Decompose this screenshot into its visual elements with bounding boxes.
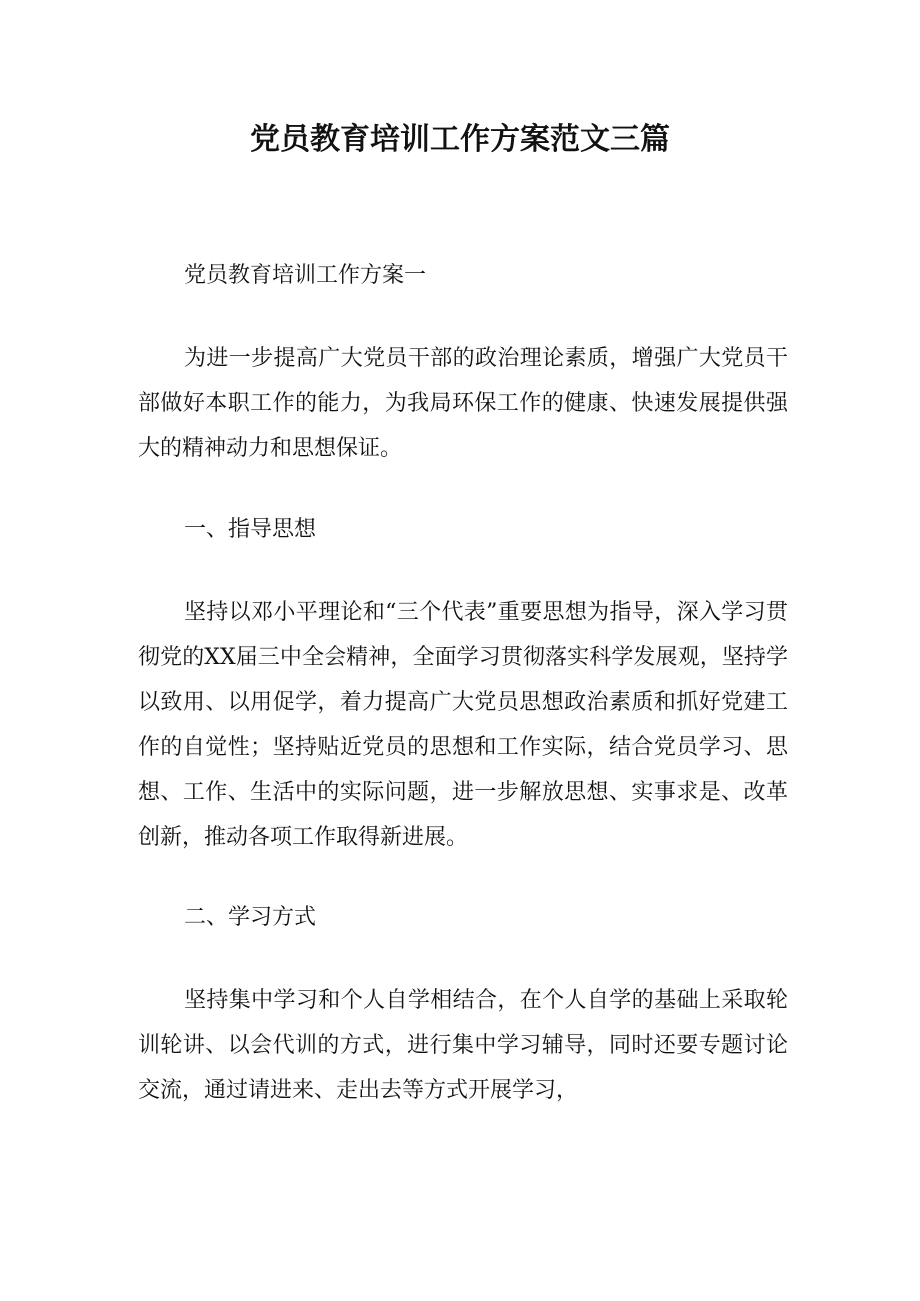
guiding-ideology-paragraph: 坚持以邓小平理论和“三个代表”重要思想为指导，深入学习贯彻党的XX届三中全会精神，全面学习贯彻落实科学发展观，坚持学以致用、以用促学，着力提高广大党员思想政治素质和抓好党建工作的自觉性；坚持贴近党员的思想和工作实际，结合党员学习、思想、工作、生活中的实际问题，进一步解放思想、实事求是、改革创新，推动各项工作取得新进展。 [138,600,788,850]
document-title: 党员教育培训工作方案范文三篇 [250,122,670,157]
heading-guiding-ideology: 一、指导思想 [184,517,317,542]
learning-method-paragraph: 坚持集中学习和个人自学相结合，在个人自学的基础上采取轮训轮讲、以会代训的方式，进行集中学习辅导，同时还要专题讨论交流，通过请进来、走出去等方式开展学习， [138,988,788,1103]
heading-learning-method: 二、学习方式 [184,905,317,930]
intro-paragraph: 为进一步提高广大党员干部的政治理论素质，增强广大党员干部做好本职工作的能力，为我局环保工作的健康、快速发展提供强大的精神动力和思想保证。 [138,346,788,461]
section-subtitle: 党员教育培训工作方案一 [184,263,427,288]
